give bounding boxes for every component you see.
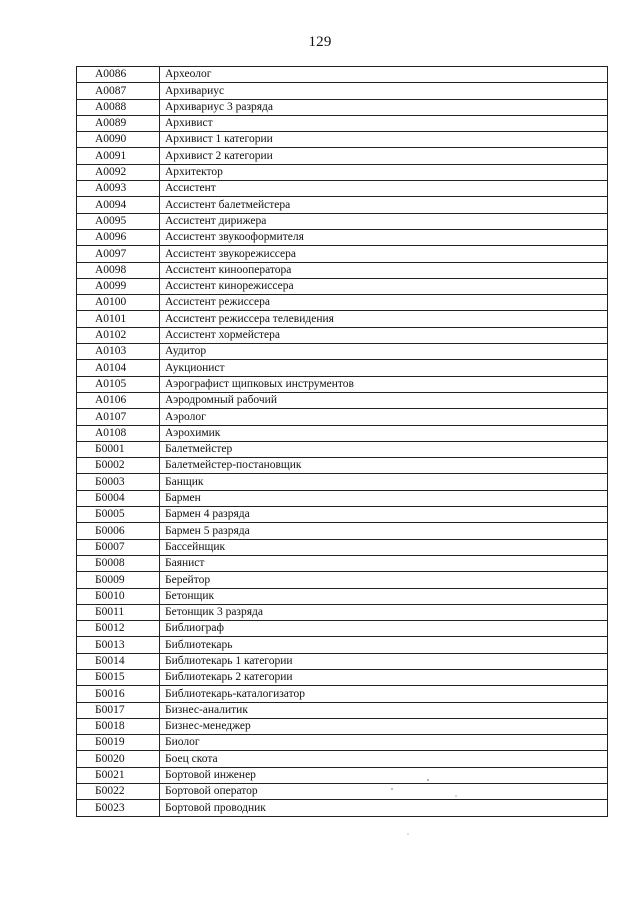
occupation-title-cell: Бармен 5 разряда (160, 523, 608, 539)
table-row (77, 718, 608, 734)
occupation-title-cell: Баянист (160, 555, 608, 571)
occupation-code-cell: Б0009 (77, 572, 160, 588)
occupation-code-cell: А0099 (77, 278, 160, 294)
occupation-title-cell: Библиограф (160, 621, 608, 637)
occupation-code-cell: Б0005 (77, 507, 160, 523)
table-row (77, 507, 608, 523)
occupation-code-cell: А0108 (77, 425, 160, 441)
occupation-code-cell: А0095 (77, 213, 160, 229)
table-row (77, 555, 608, 571)
occupation-title-cell: Ассистент балетмейстера (160, 197, 608, 213)
table-row (77, 115, 608, 131)
occupation-title-cell: Бортовой инженер (160, 767, 608, 783)
occupation-code-cell: А0087 (77, 83, 160, 99)
occupation-code-cell: Б0023 (77, 800, 160, 816)
occupation-code-cell: А0094 (77, 197, 160, 213)
table-row (77, 132, 608, 148)
table-row (77, 441, 608, 457)
occupation-title-cell: Архивист (160, 115, 608, 131)
occupation-title-cell: Архивист 1 категории (160, 132, 608, 148)
table-row (77, 295, 608, 311)
occupation-code-cell: Б0022 (77, 784, 160, 800)
occupation-code-cell: А0103 (77, 344, 160, 360)
occupation-code-cell: А0105 (77, 376, 160, 392)
table-row (77, 197, 608, 213)
occupation-title-cell: Берейтор (160, 572, 608, 588)
occupation-code-cell: Б0015 (77, 669, 160, 685)
table-row (77, 490, 608, 506)
table-row (77, 409, 608, 425)
occupation-code-cell: А0107 (77, 409, 160, 425)
occupation-code-cell: А0106 (77, 392, 160, 408)
occupation-title-cell: Бетонщик (160, 588, 608, 604)
table-row (77, 99, 608, 115)
occupation-code-cell: Б0018 (77, 718, 160, 734)
table-row (77, 800, 608, 816)
occupation-code-cell: Б0021 (77, 767, 160, 783)
occupation-title-cell: Библиотекарь (160, 637, 608, 653)
occupation-code-cell: А0093 (77, 181, 160, 197)
occupation-code-cell: Б0014 (77, 653, 160, 669)
table-row (77, 458, 608, 474)
table-row (77, 735, 608, 751)
table-body (77, 67, 608, 817)
occupation-title-cell: Бетонщик 3 разряда (160, 604, 608, 620)
table-row (77, 621, 608, 637)
occupation-title-cell: Бармен 4 разряда (160, 507, 608, 523)
table-row (77, 784, 608, 800)
occupation-code-cell: Б0011 (77, 604, 160, 620)
table-row (77, 278, 608, 294)
table-row (77, 767, 608, 783)
occupation-code-cell: А0102 (77, 327, 160, 343)
occupation-code-cell: Б0004 (77, 490, 160, 506)
occupation-title-cell: Архитектор (160, 164, 608, 180)
occupation-title-cell: Ассистент звукорежиссера (160, 246, 608, 262)
occupation-code-cell: Б0012 (77, 621, 160, 637)
occupation-code-cell: А0098 (77, 262, 160, 278)
occupation-code-cell: Б0020 (77, 751, 160, 767)
table-row (77, 702, 608, 718)
table-row (77, 474, 608, 490)
occupation-title-cell: Библиотекарь 2 категории (160, 669, 608, 685)
table-row (77, 653, 608, 669)
occupation-title-cell: Аудитор (160, 344, 608, 360)
occupation-title-cell: Библиотекарь-каталогизатор (160, 686, 608, 702)
table-row (77, 523, 608, 539)
occupation-title-cell: Архивист 2 категории (160, 148, 608, 164)
occupation-title-cell: Боец скота (160, 751, 608, 767)
occupation-title-cell: Аэролог (160, 409, 608, 425)
table-row (77, 604, 608, 620)
occupation-code-cell: А0086 (77, 67, 160, 83)
occupation-code-cell: Б0006 (77, 523, 160, 539)
occupation-title-cell: Аэродромный рабочий (160, 392, 608, 408)
table-row (77, 246, 608, 262)
table-row (77, 669, 608, 685)
table-row (77, 751, 608, 767)
table-row (77, 637, 608, 653)
table-row (77, 229, 608, 245)
occupation-title-cell: Бизнес-аналитик (160, 702, 608, 718)
occupation-title-cell: Ассистент режиссера телевидения (160, 311, 608, 327)
occupation-title-cell: Ассистент звукооформителя (160, 229, 608, 245)
table-row (77, 164, 608, 180)
occupation-title-cell: Ассистент кинооператора (160, 262, 608, 278)
table-row (77, 327, 608, 343)
occupation-code-cell: А0096 (77, 229, 160, 245)
occupation-title-cell: Банщик (160, 474, 608, 490)
occupation-code-cell: Б0013 (77, 637, 160, 653)
occupation-code-cell: А0097 (77, 246, 160, 262)
table-row (77, 148, 608, 164)
occupation-title-cell: Балетмейстер-постановщик (160, 458, 608, 474)
occupation-code-cell: А0104 (77, 360, 160, 376)
table-row (77, 572, 608, 588)
occupation-title-cell: Ассистент дирижера (160, 213, 608, 229)
occupation-title-cell: Ассистент (160, 181, 608, 197)
table-row (77, 213, 608, 229)
occupation-code-table (76, 66, 608, 817)
occupation-code-cell: Б0016 (77, 686, 160, 702)
occupation-code-cell: Б0002 (77, 458, 160, 474)
occupation-title-cell: Архивариус 3 разряда (160, 99, 608, 115)
table-row (77, 67, 608, 83)
occupation-title-cell: Архивариус (160, 83, 608, 99)
occupation-code-cell: А0089 (77, 115, 160, 131)
occupation-title-cell: Аукционист (160, 360, 608, 376)
table-row (77, 376, 608, 392)
occupation-code-cell: Б0017 (77, 702, 160, 718)
occupation-code-cell: А0092 (77, 164, 160, 180)
occupation-title-cell: Аэрографист щипковых инструментов (160, 376, 608, 392)
table-row (77, 588, 608, 604)
table-row (77, 392, 608, 408)
occupation-title-cell: Археолог (160, 67, 608, 83)
occupation-title-cell: Ассистент кинорежиссера (160, 278, 608, 294)
table-row (77, 181, 608, 197)
occupation-code-cell: А0090 (77, 132, 160, 148)
occupation-code-cell: Б0007 (77, 539, 160, 555)
occupation-title-cell: Ассистент режиссера (160, 295, 608, 311)
occupation-title-cell: Бармен (160, 490, 608, 506)
table-row (77, 360, 608, 376)
occupation-title-cell: Аэрохимик (160, 425, 608, 441)
table-row (77, 344, 608, 360)
occupation-code-cell: Б0003 (77, 474, 160, 490)
table-row (77, 686, 608, 702)
occupation-title-cell: Ассистент хормейстера (160, 327, 608, 343)
occupation-title-cell: Балетмейстер (160, 441, 608, 457)
occupation-title-cell: Биолог (160, 735, 608, 751)
table-row (77, 425, 608, 441)
table-row (77, 83, 608, 99)
page-number: 129 (308, 34, 332, 50)
occupation-code-table-wrapper (76, 66, 608, 817)
occupation-title-cell: Бортовой оператор (160, 784, 608, 800)
occupation-title-cell: Библиотекарь 1 категории (160, 653, 608, 669)
occupation-title-cell: Бассейнщик (160, 539, 608, 555)
table-row (77, 262, 608, 278)
occupation-code-cell: Б0008 (77, 555, 160, 571)
occupation-code-cell: А0091 (77, 148, 160, 164)
occupation-code-cell: Б0010 (77, 588, 160, 604)
occupation-code-cell: Б0019 (77, 735, 160, 751)
occupation-code-cell: Б0001 (77, 441, 160, 457)
occupation-title-cell: Бортовой проводник (160, 800, 608, 816)
table-row (77, 539, 608, 555)
table-row (77, 311, 608, 327)
occupation-title-cell: Бизнес-менеджер (160, 718, 608, 734)
occupation-code-cell: А0088 (77, 99, 160, 115)
occupation-code-cell: А0101 (77, 311, 160, 327)
occupation-code-cell: А0100 (77, 295, 160, 311)
